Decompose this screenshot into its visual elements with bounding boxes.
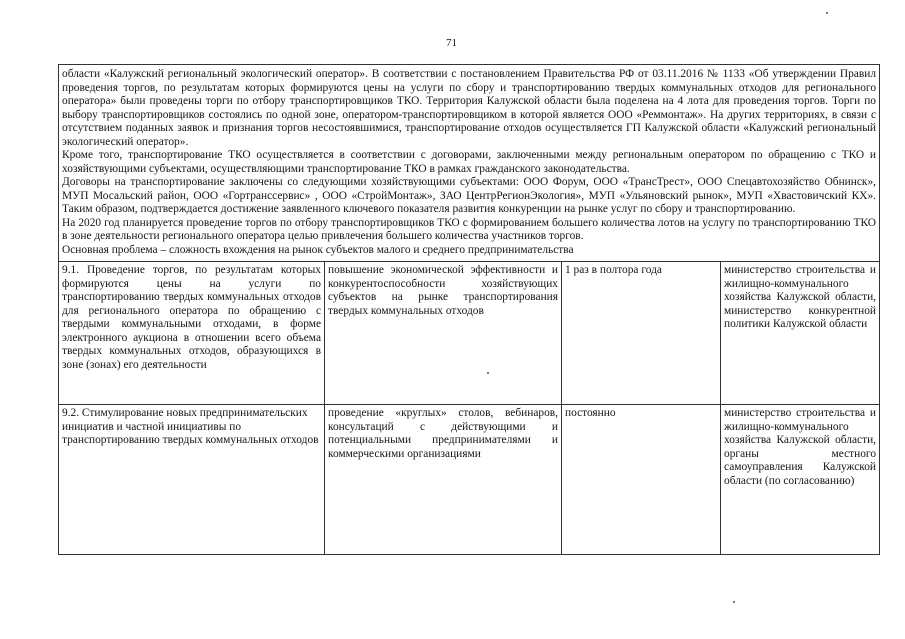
measure-cell: [59, 262, 325, 405]
measures-table: [58, 64, 880, 555]
responsible-text: министерство строительства и жилищно-коммунального хозяйства Калужской области, органы местного самоуправления Калужской области (по согласованию): [724, 407, 877, 487]
result-text: повышение экономической эффективности и конкурентоспособности хозяйствующих субъектов на рынке транспортирования твердых коммунальных отходов: [328, 264, 558, 317]
intro-paragraph: Кроме того, транспортирование ТКО осуществляется в соответствии с договорами, заключенными между региональным оператором по обращению с ТКО и хозяйствующими субъектами, осуществляющими транспортирование ТКО в рамках гражданского законодательства.: [62, 149, 877, 175]
scan-speck: [826, 12, 828, 14]
intro-cell: [59, 65, 880, 262]
result-cell: [325, 405, 562, 555]
intro-paragraph: Договоры на транспортирование заключены со следующими хозяйствующими субъектами: ООО Форум, ООО «ТрансТрест», ООО Спецавтохозяйство Обнинск», МУП Мосальский район, ООО «Гортранссервис» , ООО «СтройМонтаж», ЗАО ЦентрРегионЭкология», МУП «Ульяновский рынок», МУП «Хвастовичский КХ». Таким образом, подтверждается достижение заявленного ключевого показателя развития конкуренции на рынке услуг по сбору и транспортированию.: [62, 176, 877, 215]
responsible-cell: [721, 405, 880, 555]
result-cell: [325, 262, 562, 405]
period-cell: [562, 405, 721, 555]
measure-cell: [59, 405, 325, 555]
intro-row: [59, 65, 880, 262]
intro-paragraph: области «Калужский региональный экологический оператор». В соответствии с постановлением Правительства РФ от 03.11.2016 № 1133 «Об утверждении Правил проведения торгов, по результатам которых формируются цены на услуги по сбору и транспортированию твердых коммунальных отходов для регионального оператора» были проведены торги по отбору транспортировщиков ТКО. Территория Калужской области была поделена на 4 лота для проведения торгов. Торги по выбору транспортировщиков состоялись по одной зоне, оператором-транспортировщиком в которой является ООО «Реммонтаж». На других территориях, в связи с отсутствием поданных заявок и признания торгов несостоявшимися, транспортирование отходов осуществляется ГП Калужской области «Калужский региональный экологический оператор».: [62, 68, 877, 148]
period-text: 1 раз в полтора года: [565, 264, 662, 276]
table-row: [59, 405, 880, 555]
scan-speck: [733, 601, 735, 603]
result-text: проведение «круглых» столов, вебинаров, консультаций с действующими и потенциальными предпринимателями и коммерческими организациями: [328, 407, 558, 460]
responsible-text: министерство строительства и жилищно-коммунального хозяйства Калужской области, министерство конкурентной политики Калужской области: [724, 264, 877, 330]
period-cell: [562, 262, 721, 405]
intro-paragraph: На 2020 год планируется проведение торгов по отбору транспортировщиков ТКО с формированием большего количества лотов на услугу по транспортированию ТКО в зоне деятельности регионального оператора целью привлечения большего количества участников торгов.: [62, 216, 877, 242]
responsible-cell: [721, 262, 880, 405]
measure-text: 9.2. Стимулирование новых предпринимательских инициатив и частной инициативы по транспортированию твердых коммунальных отходов: [62, 407, 319, 446]
table-row: [59, 262, 880, 405]
page-number: 71: [446, 37, 457, 49]
measure-text: 9.1. Проведение торгов, по результатам которых формируются цены на услуги по транспортированию твердых коммунальных отходов для регионального оператора по обращению с твердыми коммунальными отходами, в форме электронного аукциона в отношении всего объема твердых коммунальных отходов, образующихся в зоне (зонах) его деятельности: [62, 264, 321, 371]
scan-speck: [487, 372, 489, 374]
period-text: постоянно: [565, 407, 616, 419]
intro-paragraph: Основная проблема – сложность вхождения на рынок субъектов малого и среднего предпринимательства: [62, 243, 574, 256]
